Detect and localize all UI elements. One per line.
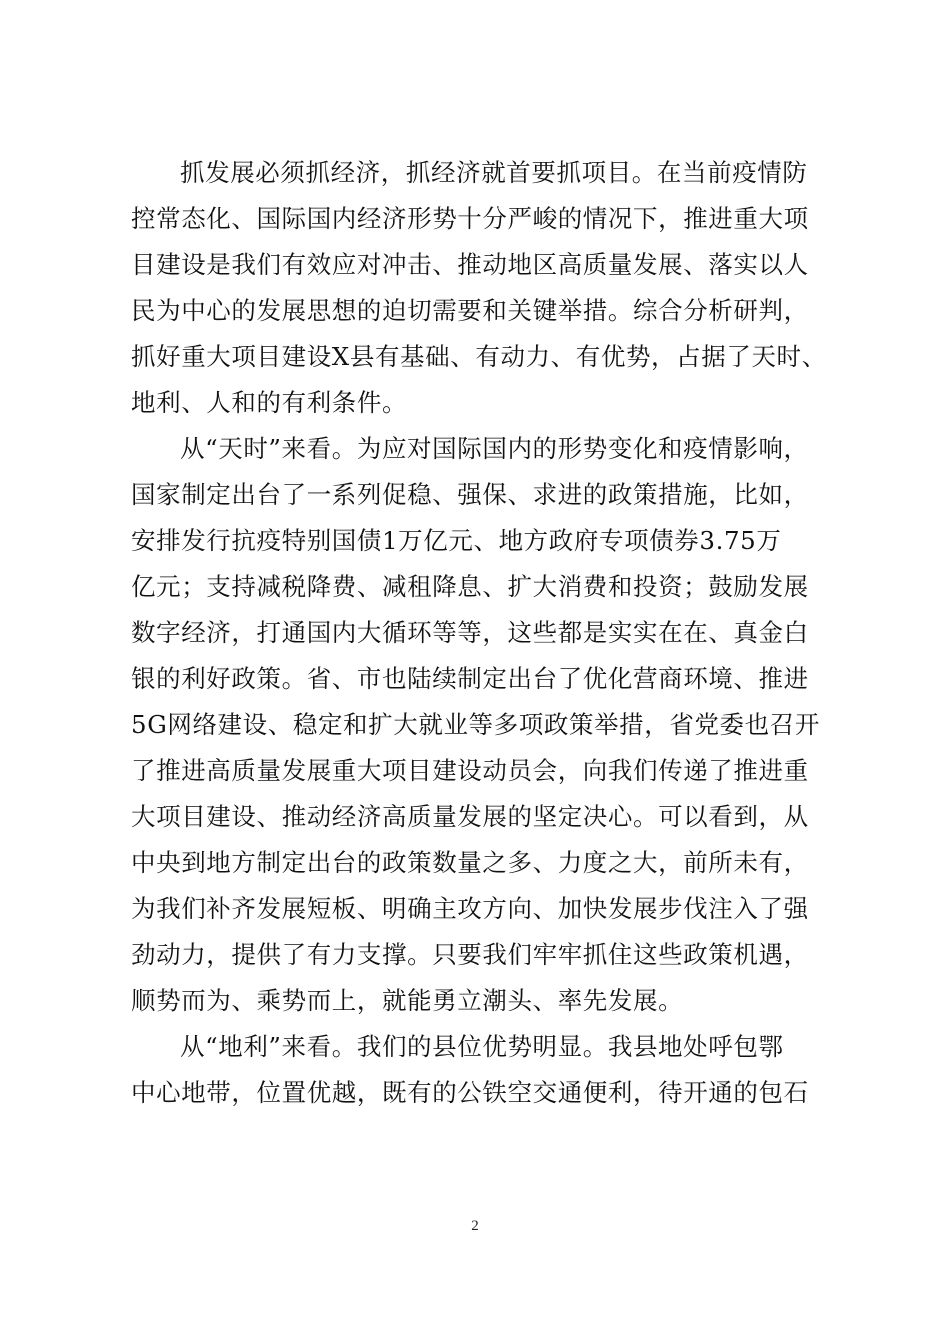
text-line: 抓发展必须抓经济，抓经济就首要抓项目。在当前疫情防 [180, 158, 808, 187]
paragraph-1 [131, 150, 851, 426]
text-line: 5G网络建设、稳定和扩大就业等多项政策举措，省党委也召开 [131, 710, 820, 739]
paragraph-3 [131, 1024, 851, 1116]
text-line: 目建设是我们有效应对冲击、推动地区高质量发展、落实以人 [131, 250, 809, 279]
text-line: 控常态化、国际国内经济形势十分严峻的情况下，推进重大项 [131, 204, 809, 233]
text-line: 劲动力，提供了有力支撑。只要我们牢牢抓住这些政策机遇， [131, 940, 809, 969]
text-line: 抓好重大项目建设X县有基础、有动力、有优势，占据了天时、 [131, 342, 827, 371]
text-line: 中心地带，位置优越，既有的公铁空交通便利，待开通的包石 [131, 1078, 809, 1107]
text-line: 从“地利”来看。我们的县位优势明显。我县地处呼包鄂 [180, 1032, 784, 1061]
text-line: 了推进高质量发展重大项目建设动员会，向我们传递了推进重 [131, 756, 809, 785]
page-number: 2 [471, 1218, 479, 1234]
text-line: 民为中心的发展思想的迫切需要和关键举措。综合分析研判， [131, 296, 809, 325]
text-line: 大项目建设、推动经济高质量发展的坚定决心。可以看到，从 [131, 802, 809, 831]
text-line: 顺势而为、乘势而上，就能勇立潮头、率先发展。 [131, 986, 684, 1015]
document-body [131, 150, 851, 1116]
text-line: 安排发行抗疫特别国债1万亿元、地方政府专项债券3.75万 [131, 526, 782, 555]
text-line: 从“天时”来看。为应对国际国内的形势变化和疫情影响， [180, 434, 809, 463]
text-line: 为我们补齐发展短板、明确主攻方向、加快发展步伐注入了强 [131, 894, 809, 923]
text-line: 银的利好政策。省、市也陆续制定出台了优化营商环境、推进 [131, 664, 809, 693]
text-line: 中央到地方制定出台的政策数量之多、力度之大，前所未有， [131, 848, 809, 877]
text-line: 国家制定出台了一系列促稳、强保、求进的政策措施，比如， [131, 480, 809, 509]
paragraph-2 [131, 426, 851, 1024]
text-line: 亿元；支持减税降费、减租降息、扩大消费和投资；鼓励发展 [131, 572, 809, 601]
text-line: 数字经济，打通国内大循环等等，这些都是实实在在、真金白 [131, 618, 809, 647]
text-line: 地利、人和的有利条件。 [131, 388, 408, 417]
